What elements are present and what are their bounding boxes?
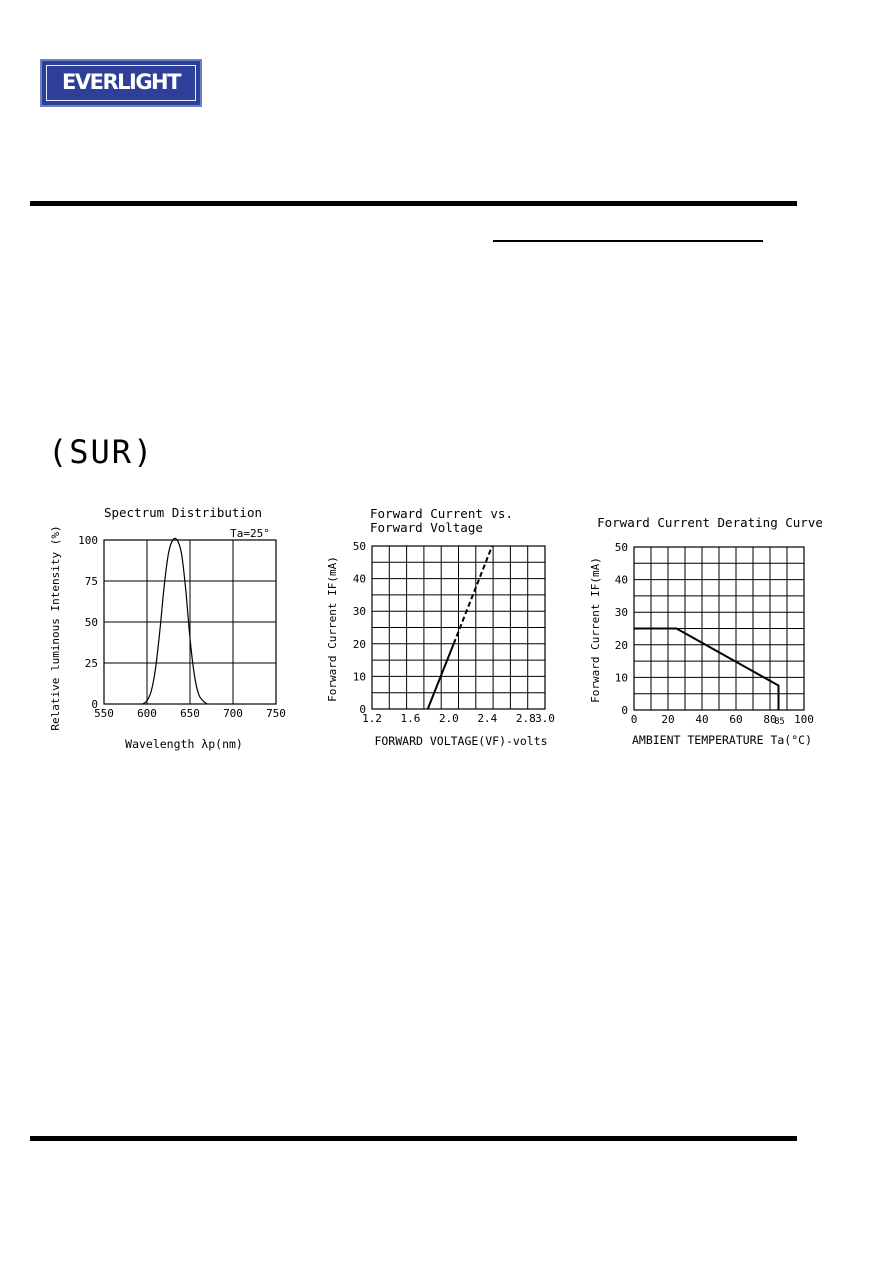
chart1-xtick-label: 550 [94,707,114,720]
chart2-ytick-label: 20 [352,637,366,651]
chart2-xtick-label: 3.0 [535,712,555,725]
chart3-ytick-label: 40 [614,573,628,587]
chart3-xlabel: AMBIENT TEMPERATURE Ta(°C) [631,733,813,747]
chart3-xtick-label: 60 [729,713,743,726]
chart1-xtick-label: 650 [180,707,200,720]
chart2-title-line2: Forward Voltage [370,520,483,535]
chart3-ylabel: Forward Current IF(mA) [589,557,602,703]
header-divider [30,201,797,206]
chart3-xtick-label: 20 [661,713,675,726]
chart2-xtick-label: 2.8 [515,712,536,725]
chart1-annotation: Ta=25° [230,527,270,540]
chart3-xtick-label: 40 [695,713,709,726]
chart2-frame [372,546,545,709]
chart1-xtick-label: 700 [223,707,243,720]
chart1-ytick-label: 75 [84,575,98,588]
title-underline [493,240,763,242]
chart3-xtick-extra-label: 85 [774,717,785,727]
chart2-ytick-label: 40 [352,572,366,586]
chart3-xtick-label: 80 [763,713,777,726]
chart2-xtick-label: 1.2 [362,712,382,725]
chart3-frame [634,547,804,710]
chart1-ylabel: Relative luminous Intensity (%) [49,525,62,731]
chart3-series-line [634,629,779,711]
chart1-ytick-label: 25 [84,657,98,670]
chart3-ytick-label: 50 [614,541,628,554]
chart1-xtick-label: 600 [137,707,157,720]
chart2-xlabel: FORWARD VOLTAGE(VF)-volts [374,734,548,748]
chart2-xtick-label: 2.0 [438,712,459,725]
chart2-title-line1: Forward Current vs. [370,506,513,521]
chart3-ytick-label: 20 [614,638,628,652]
chart1-ytick-label: 0 [91,698,98,711]
chart2-ytick-label: 0 [359,703,366,716]
chart1-ytick-label: 100 [78,534,98,547]
logo-text: EVERLIGHT [62,70,180,94]
chart3-xtick-label: 0 [630,713,638,726]
chart2-ytick-label: 10 [352,670,366,684]
chart2-series-line [428,644,454,709]
chart3-ytick-label: 0 [621,704,628,717]
chart1-title: Spectrum Distribution [103,505,263,520]
chart3-ytick-label: 30 [614,606,628,620]
everlight-logo [40,59,202,107]
chart2-xtick-label: 1.6 [400,712,421,725]
chart2-xtick-label: 2.4 [477,712,498,725]
chart2-ylabel: Forward Current IF(mA) [326,556,339,702]
chart3-title: Forward Current Derating Curve [597,515,823,530]
footer-divider [30,1136,797,1141]
chart2-ytick-label: 50 [352,540,366,553]
chart1-frame [104,540,276,704]
chart3-xtick-label: 100 [794,713,814,726]
chart1-xlabel: Wavelength λp(nm) [125,737,243,751]
chart1-spectrum-line [143,538,208,704]
chart3-ytick-label: 10 [614,671,628,685]
chart1-ytick-label: 50 [84,616,98,629]
chart2-ytick-label: 30 [352,605,366,619]
section-label: (SUR) [48,433,155,471]
chart2-series-line [454,546,492,644]
chart1-xtick-label: 750 [266,707,286,720]
